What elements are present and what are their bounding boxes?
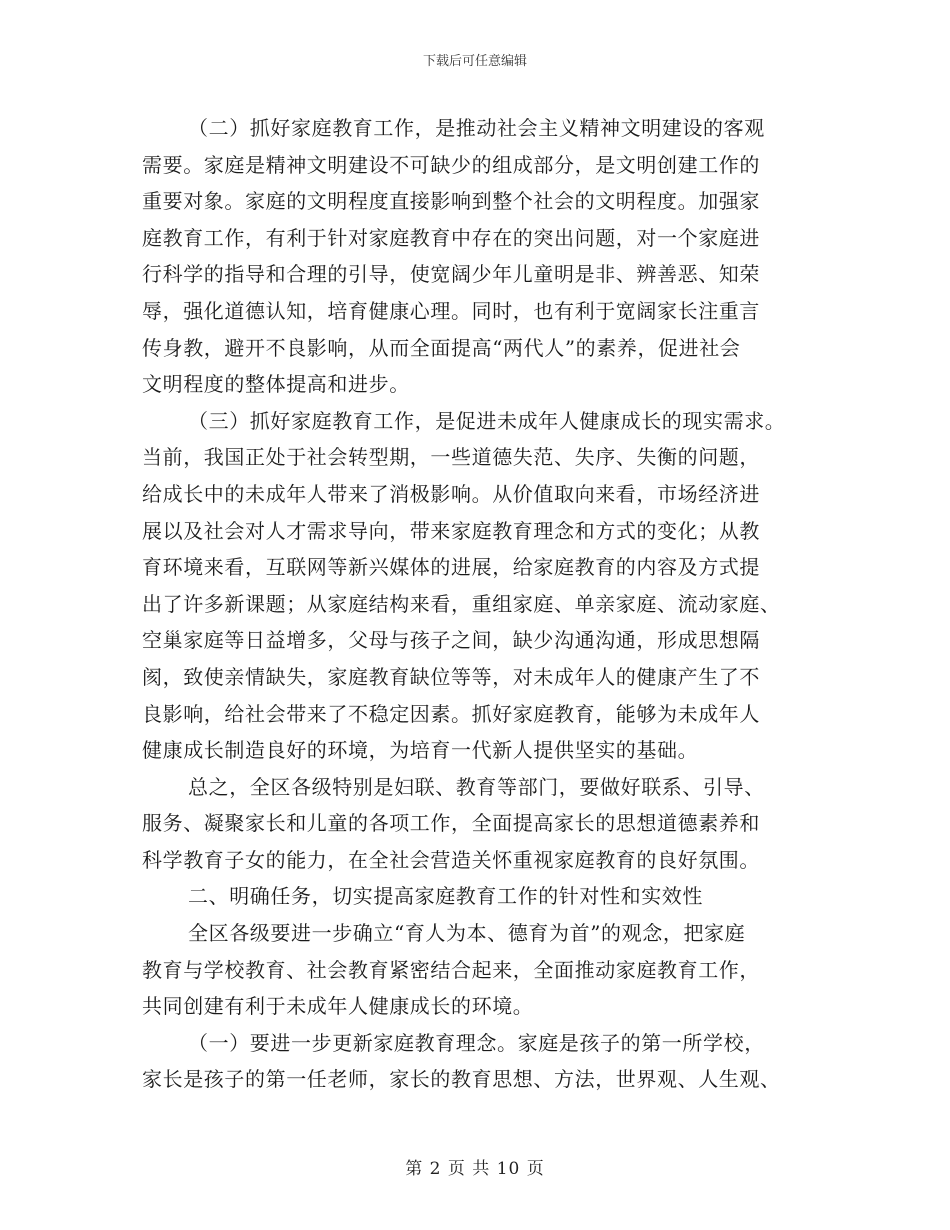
- paragraph-line: 传身教，避开不良影响，从而全面提高“两代人”的素养，促进社会: [142, 335, 741, 360]
- paragraph-line: 辱，强化道德认知，培育健康心理。同时，也有利于宽阔家长注重言: [142, 298, 760, 323]
- paragraph-line: 空巢家庭等日益增多，父母与孩子之间，缺少沟通沟通，形成思想隔: [142, 628, 760, 653]
- paragraph-line: 给成长中的未成年人带来了消极影响。从价值取向来看，市场经济进: [142, 481, 760, 506]
- paragraph-line: 育环境来看，互联网等新兴媒体的进展，给家庭教育的内容及方式提: [142, 555, 760, 580]
- paragraph-line: 全区各级要进一步确立“育人为本、德育为首”的观念，把家庭: [188, 921, 746, 946]
- page-header: 下载后可任意编辑: [422, 54, 527, 69]
- paragraph-line: 科学教育子女的能力，在全社会营造关怀重视家庭教育的良好氛围。: [142, 847, 760, 872]
- paragraph-line: 行科学的指导和合理的引导，使宽阔少年儿童明是非、辨善恶、知荣: [142, 262, 760, 287]
- page-number: 第 2 页 共 10 页: [405, 1159, 545, 1179]
- paragraph-line: 良影响，给社会带来了不稳定因素。抓好家庭教育，能够为未成年人: [142, 701, 760, 726]
- paragraph-line: （三）抓好家庭教育工作，是促进未成年人健康成长的现实需求。: [188, 408, 786, 433]
- paragraph-line: 健康成长制造良好的环境，为培育一代新人提供坚实的基础。: [142, 738, 699, 763]
- paragraph-line: 文明程度的整体提高和进步。: [142, 372, 410, 397]
- paragraph-line: 展以及社会对人才需求导向，带来家庭教育理念和方式的变化；从教: [142, 518, 760, 543]
- paragraph-line: 出了许多新课题；从家庭结构来看，重组家庭、单亲家庭、流动家庭、: [142, 591, 781, 616]
- paragraph-line: （二）抓好家庭教育工作，是推动社会主义精神文明建设的客观: [188, 116, 765, 140]
- paragraph-line: 家长是孩子的第一任老师，家长的教育思想、方法，世界观、人生观、: [142, 1067, 781, 1092]
- paragraph-line: 总之，全区各级特别是妇联、教育等部门，要做好联系、引导、: [188, 774, 765, 799]
- section-heading: 二、明确任务，切实提高家庭教育工作的针对性和实效性: [188, 884, 703, 909]
- paragraph-line: 服务、凝聚家长和儿童的各项工作，全面提高家长的思想道德素养和: [142, 811, 760, 836]
- paragraph-line: 共同创建有利于未成年人健康成长的环境。: [142, 994, 534, 1019]
- paragraph-line: 当前，我国正处于社会转型期，一些道德失范、失序、失衡的问题，: [142, 445, 760, 470]
- paragraph-line: 阂，致使亲情缺失，家庭教育缺位等等，对未成年人的健康产生了不: [142, 664, 760, 689]
- paragraph-line: 重要对象。家庭的文明程度直接影响到整个社会的文明程度。加强家: [142, 189, 760, 214]
- paragraph-line: 教育与学校教育、社会教育紧密结合起来，全面推动家庭教育工作，: [142, 957, 760, 982]
- paragraph-line: 需要。家庭是精神文明建设不可缺少的组成部分，是文明创建工作的: [142, 152, 760, 177]
- paragraph-line: 庭教育工作，有利于针对家庭教育中存在的突出问题，对一个家庭进: [142, 225, 760, 250]
- document-body: [142, 110, 822, 1098]
- paragraph-line: （一）要进一步更新家庭教育理念。家庭是孩子的第一所学校，: [188, 1030, 765, 1055]
